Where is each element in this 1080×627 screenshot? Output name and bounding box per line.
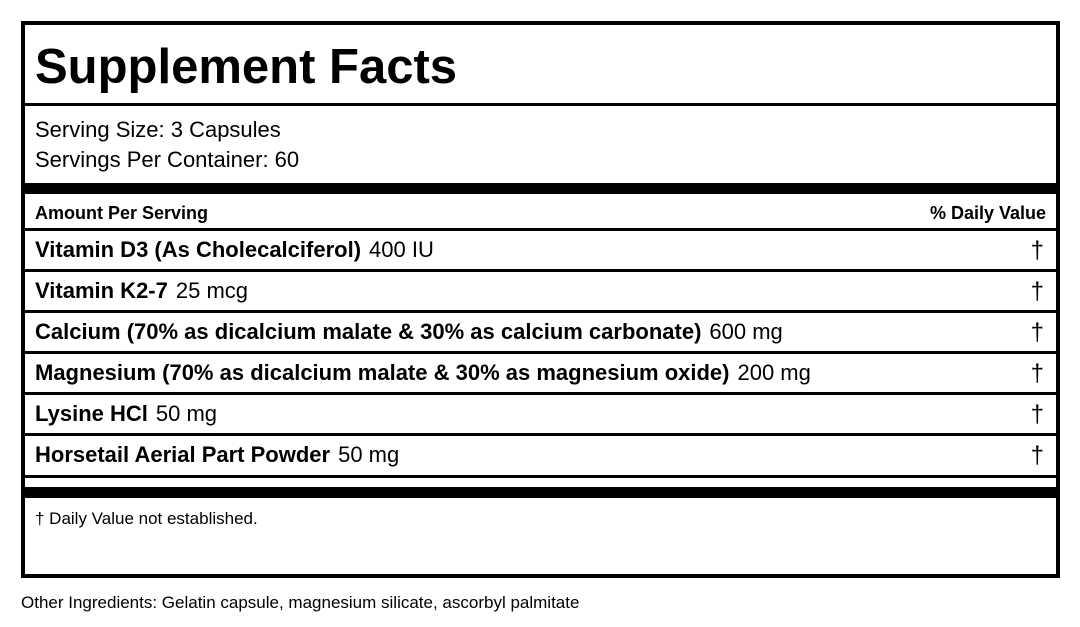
nutrient-name: Magnesium (70% as dicalcium malate & 30% as magnesium oxide)	[35, 360, 730, 385]
nutrient-daily-value: †	[1030, 278, 1044, 305]
nutrient-amount: 400 IU	[369, 237, 434, 262]
nutrient-amount: 25 mcg	[175, 278, 249, 303]
nutrient-daily-value: †	[1030, 237, 1044, 264]
divider-thick	[25, 487, 1056, 498]
nutrient-row	[25, 231, 1056, 269]
nutrient-name: Lysine HCl	[35, 401, 148, 426]
nutrient-daily-value: †	[1030, 401, 1044, 428]
nutrient-row	[25, 272, 1056, 310]
divider-thick	[25, 183, 1056, 194]
divider-thin	[25, 475, 1056, 478]
nutrient-name: Vitamin K2-7	[35, 278, 168, 303]
divider-thin	[25, 103, 1056, 106]
other-ingredients: Other Ingredients: Gelatin capsule, magnesium silicate, ascorbyl palmitate	[21, 593, 580, 612]
nutrient-row	[25, 436, 1056, 474]
nutrient-daily-value: †	[1030, 319, 1044, 346]
nutrient-name: Calcium (70% as dicalcium malate & 30% as calcium carbonate)	[35, 319, 702, 344]
footnote: † Daily Value not established.	[35, 509, 258, 528]
servings-per-container: Servings Per Container: 60	[35, 147, 300, 172]
daily-value-header: % Daily Value	[929, 203, 1046, 223]
amount-per-serving-header: Amount Per Serving	[35, 203, 209, 223]
nutrient-row	[25, 395, 1056, 433]
nutrient-row	[25, 313, 1056, 351]
nutrient-amount: 50 mg	[338, 442, 400, 467]
nutrient-name: Vitamin D3 (As Cholecalciferol)	[35, 237, 362, 262]
nutrient-daily-value: †	[1030, 360, 1044, 387]
nutrient-amount: 50 mg	[155, 401, 218, 426]
panel-title: Supplement Facts	[35, 40, 458, 94]
nutrient-amount: 200 mg	[737, 360, 811, 385]
serving-size: Serving Size: 3 Capsules	[35, 117, 281, 142]
nutrient-row	[25, 354, 1056, 392]
nutrient-amount: 600 mg	[709, 319, 783, 344]
nutrient-daily-value: †	[1030, 442, 1044, 469]
supplement-facts-panel	[21, 21, 1060, 578]
nutrient-name: Horsetail Aerial Part Powder	[35, 442, 331, 467]
